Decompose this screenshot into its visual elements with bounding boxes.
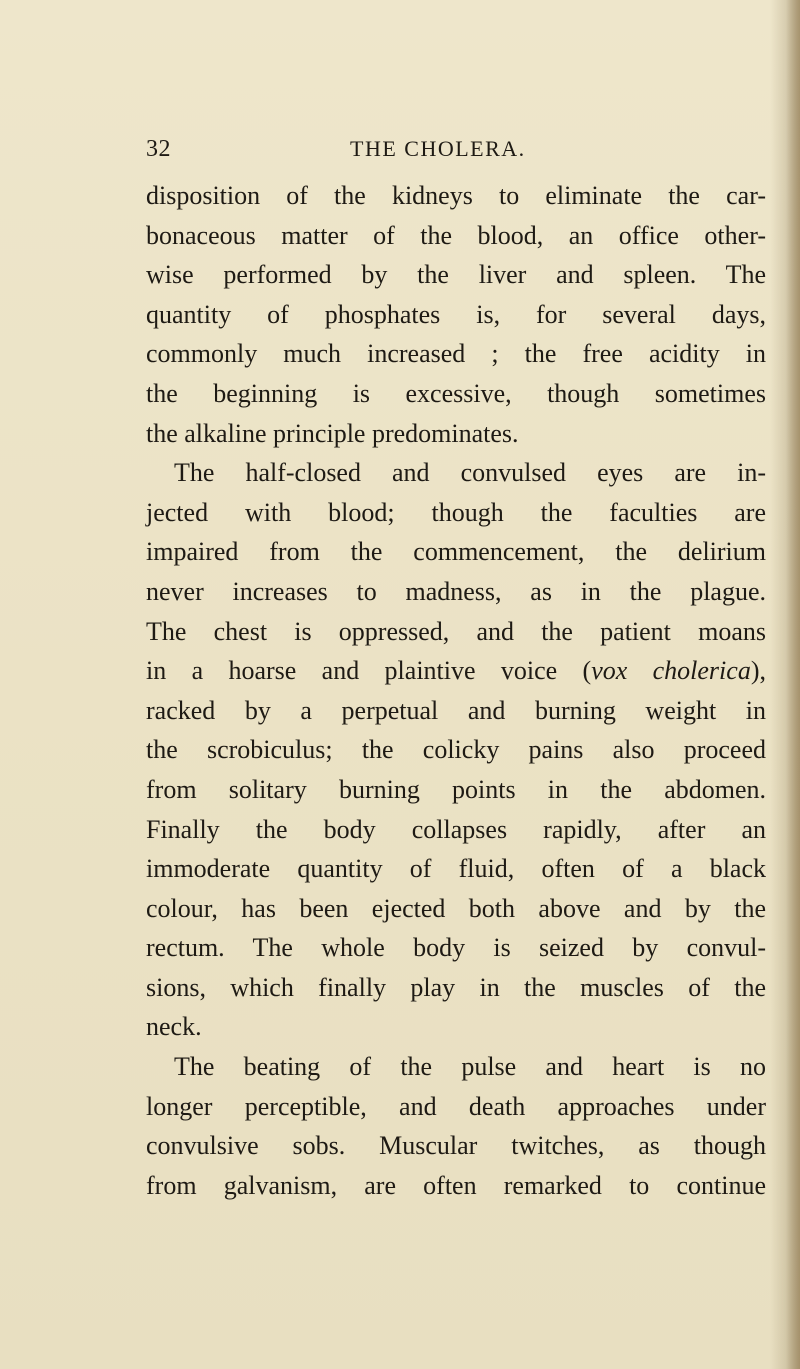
- text-line: from galvanism, are often remarked to continue: [146, 1170, 766, 1200]
- text-line: impaired from the commencement, the delirium: [146, 537, 766, 567]
- text-line: The beating of the pulse and heart is no: [174, 1052, 766, 1082]
- text-line: racked by a perpetual and burning weight in: [146, 695, 766, 725]
- text-line: commonly much increased ; the free acidity in: [146, 339, 766, 369]
- text-segment: ),: [750, 656, 766, 686]
- italic-phrase: vox cholerica: [591, 656, 751, 686]
- text-line: convulsive sobs. Muscular twitches, as though: [146, 1131, 766, 1161]
- page-edge-shadow: [786, 0, 800, 1369]
- text-line: sions, which finally play in the muscles of the: [146, 972, 766, 1002]
- text-line: immoderate quantity of fluid, often of a black: [146, 854, 766, 884]
- text-line: the beginning is excessive, though sometimes: [146, 378, 766, 408]
- text-line: bonaceous matter of the blood, an office other-: [146, 220, 766, 250]
- text-line: quantity of phosphates is, for several days,: [146, 299, 766, 329]
- text-line: colour, has been ejected both above and by the: [146, 893, 766, 923]
- text-line: longer perceptible, and death approaches under: [146, 1091, 766, 1121]
- running-head: THE CHOLERA.: [350, 136, 526, 161]
- body-text: [146, 176, 766, 1205]
- text-line: neck.: [146, 1012, 202, 1042]
- text-line: rectum. The whole body is seized by convul-: [146, 933, 766, 963]
- text-line: the alkaline principle predominates.: [146, 418, 519, 448]
- text-line: The half-closed and convulsed eyes are in-: [174, 458, 766, 488]
- text-line: the scrobiculus; the colicky pains also proceed: [146, 735, 766, 765]
- text-line: wise performed by the liver and spleen. The: [146, 260, 766, 290]
- text-line: disposition of the kidneys to eliminate the car-: [146, 181, 766, 210]
- text-line: Finally the body collapses rapidly, after an: [146, 814, 766, 844]
- text-line-with-italic: [146, 651, 766, 691]
- page-header: [146, 136, 766, 166]
- page-number: 32: [146, 136, 171, 162]
- text-segment: in a hoarse and plaintive voice (: [146, 656, 592, 686]
- text-line: from solitary burning points in the abdomen.: [146, 774, 766, 804]
- text-line: jected with blood; though the faculties are: [146, 497, 766, 527]
- text-line: never increases to madness, as in the plague.: [146, 576, 766, 606]
- text-line: The chest is oppressed, and the patient moans: [146, 616, 766, 646]
